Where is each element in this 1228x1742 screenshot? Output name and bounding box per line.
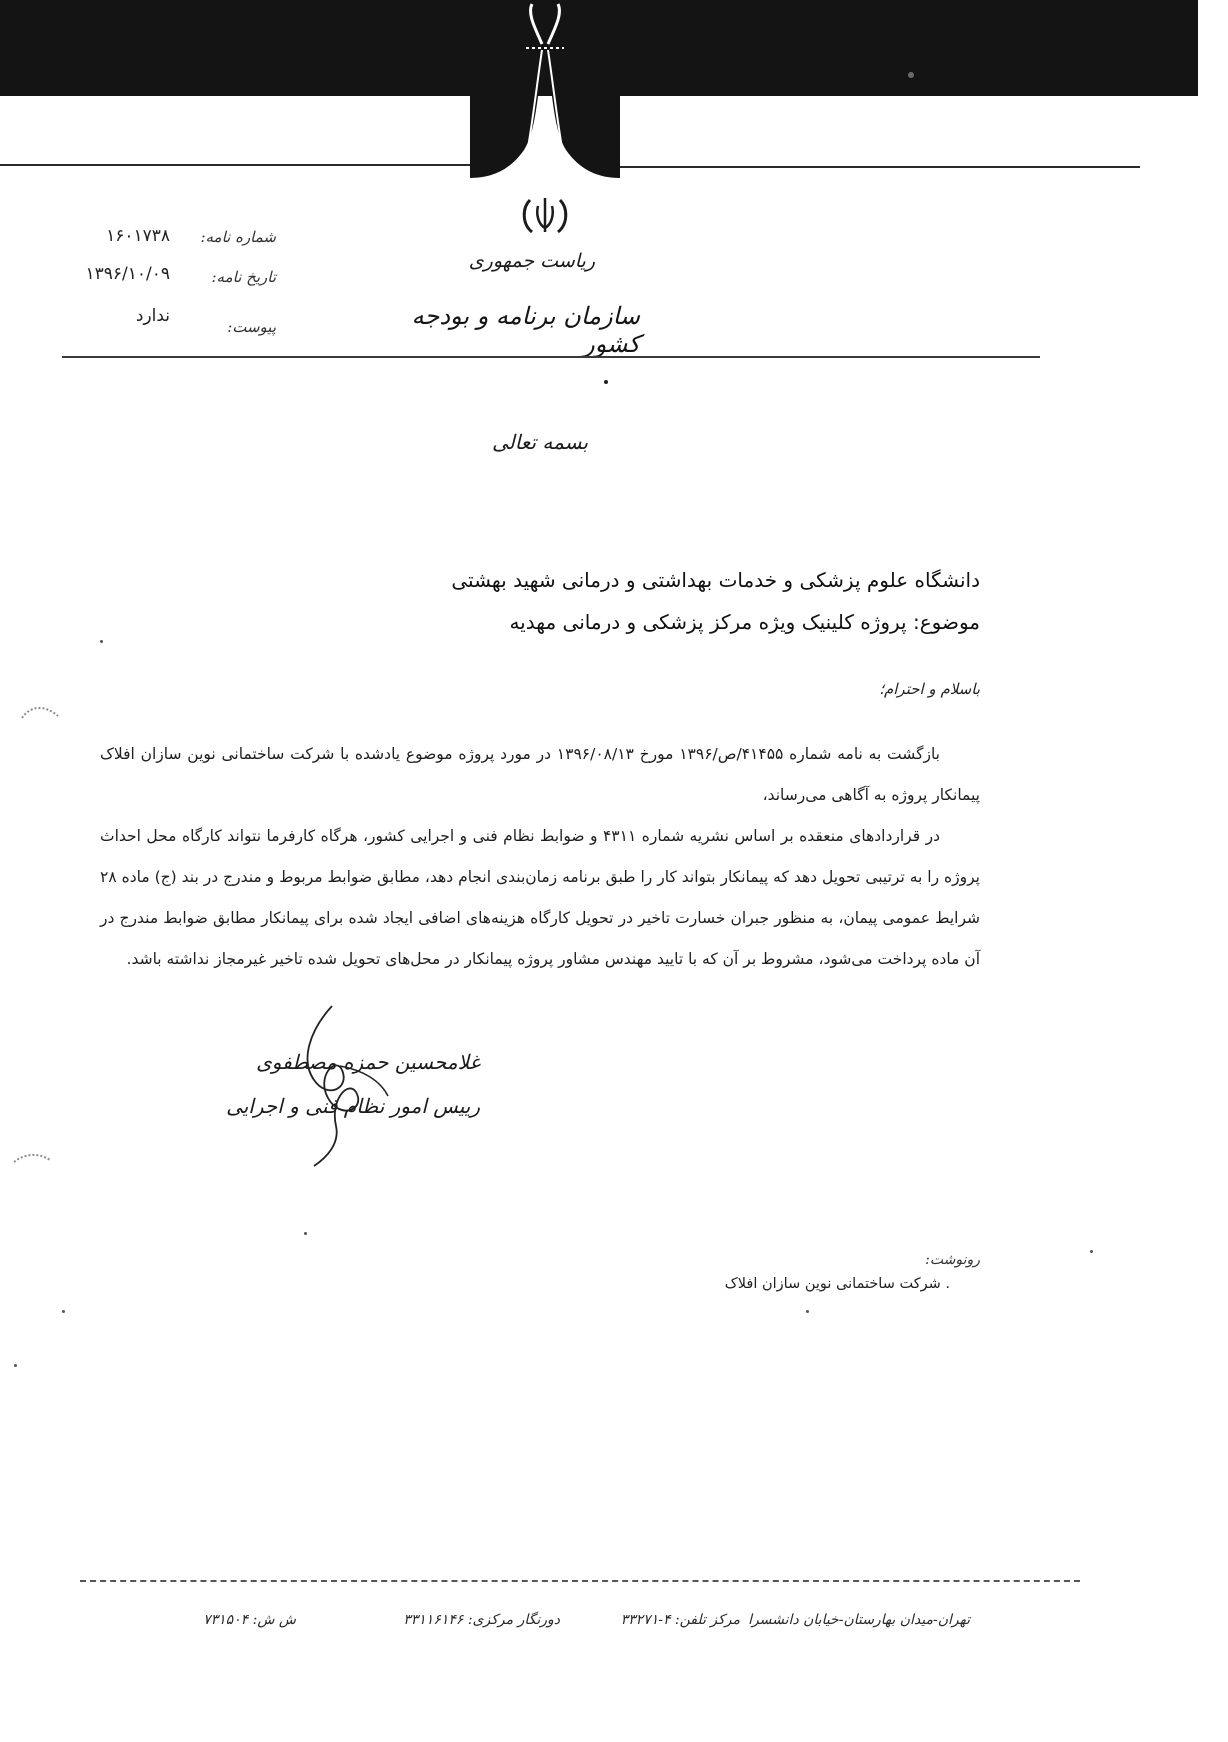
footer-phone: مرکز تلفن: ۴-۳۳۲۷۱ — [620, 1612, 740, 1628]
signatory-name: غلامحسین حمزه مصطفوی — [256, 1050, 480, 1074]
greeting: باسلام و احترام؛ — [879, 680, 980, 698]
scan-dot — [14, 1364, 17, 1367]
footer-postal-code: ش ش: ۷۳۱۵۰۴ — [203, 1612, 296, 1628]
iran-emblem-icon — [520, 196, 570, 236]
copy-to-recipient: . شرکت ساختمانی نوین سازان افلاک — [724, 1276, 950, 1292]
body-paragraph-1: بازگشت به نامه شماره ۴۱۴۵۵/ص/۱۳۹۶ مورخ ۱۳۹۶/۰۸/۱۳ در مورد پروژه موضوع یادشده با شرکت ساختمانی نوین سازان افلاک پیمانکار پروژه به آگاهی می‌رساند، — [100, 744, 980, 804]
scan-speck — [908, 72, 914, 78]
letter-date-label: تاریخ نامه: — [211, 268, 276, 286]
letter-number-label: شماره نامه: — [200, 228, 276, 246]
letter-attachment-label: پیوست: — [227, 318, 276, 336]
header-divider — [62, 356, 1040, 358]
footer-address: تهران-میدان بهارستان-خیابان دانشسرا — [748, 1612, 970, 1628]
footer-fax: دورنگار مرکزی: ۳۳۱۱۶۱۴۶ — [403, 1612, 560, 1628]
scan-dot — [806, 1310, 809, 1313]
scan-dot — [100, 640, 103, 643]
handwritten-signature — [270, 1000, 420, 1170]
scan-dot — [304, 1232, 307, 1235]
footer-divider — [80, 1580, 1080, 1582]
letter-date-value: ۱۳۹۶/۱۰/۰۹ — [85, 264, 170, 284]
invocation-text: بسمه تعالی — [491, 430, 589, 454]
letter-number-value: ۱۶۰۱۷۳۸ — [106, 226, 170, 246]
body-paragraph-2: در قراردادهای منعقده بر اساس نشریه شماره ۴۳۱۱ و ضوابط نظام فنی و اجرایی کشور، هرگاه کارفرما نتواند کارگاه محل احداث پروژه را به ترتیبی تحویل دهد که پیمانکار بتواند کار را طبق برنامه زمان‌بندی انجام دهد، مطابق ضوابط مربوط و مندرج در بند (ج) ماده ۲۸ شرایط عمومی پیمان، به منظور جبران خسارت تاخیر در تحویل کارگاه هزینه‌های اضافی ایجاد شده برای پیمانکار مطابق ضوابط مندرج در آن ماده پرداخت می‌شود، مشروط بر آن که با تایید مهندس مشاور پروژه پیمانکار در محل‌های تحویل شده تاخیر غیرمجاز نداشته باشد. — [100, 826, 980, 968]
letterhead-rule-right — [620, 166, 1140, 168]
emblem-tab-graphic — [470, 0, 620, 200]
recipient-line: دانشگاه علوم پزشکی و خدمات بهداشتی و درمانی شهید بهشتی — [451, 568, 980, 592]
scan-dot — [1090, 1250, 1093, 1253]
scan-smudge — [10, 1148, 54, 1166]
copy-to-label: رونوشت: — [925, 1252, 980, 1268]
organization-name: سازمان برنامه و بودجه کشور — [411, 302, 640, 358]
scan-smudge — [18, 702, 62, 720]
letterhead-rule-left — [0, 164, 470, 166]
letter-attachment-value: ندارد — [135, 306, 170, 326]
signatory-title: رییس امور نظام فنی و اجرایی — [226, 1094, 480, 1118]
scan-dot — [604, 380, 608, 384]
subject-line: موضوع: پروژه کلینیک ویژه مرکز پزشکی و درمانی مهدیه — [509, 610, 980, 634]
organization-parent: ریاست جمهوری — [468, 250, 595, 272]
scan-dot — [62, 1310, 65, 1313]
